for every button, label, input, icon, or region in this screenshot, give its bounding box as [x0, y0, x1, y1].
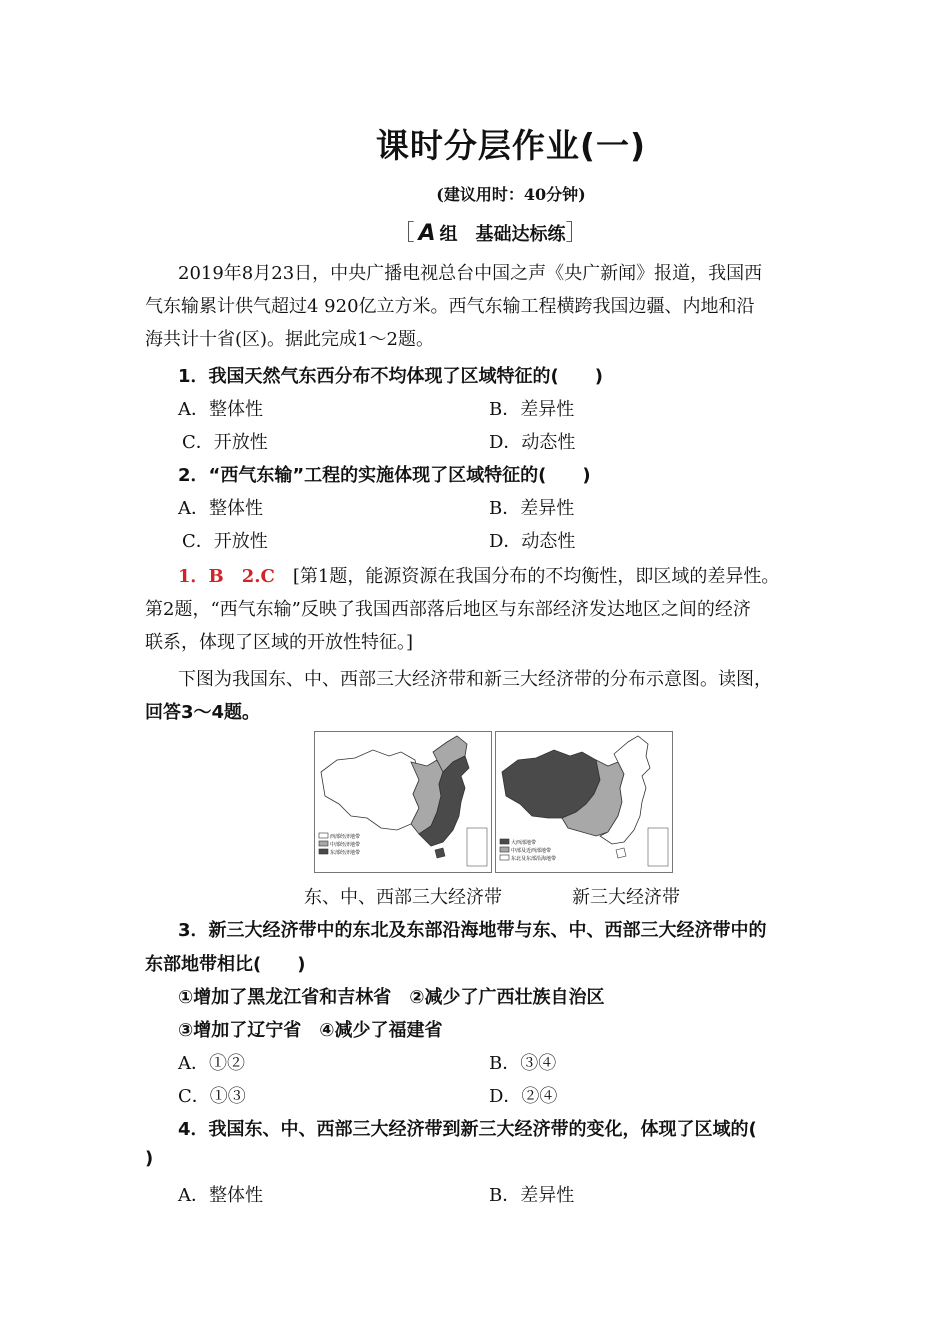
hainan-region [435, 848, 445, 858]
right-bracket-icon: ］ [565, 221, 588, 246]
left-bracket-icon: ［ [392, 221, 415, 246]
legend-swatch-central-near-west [500, 847, 509, 852]
legend-label-central-near-west: 中部及近西部地带 [511, 848, 552, 854]
q2-option-b: B．差异性 [489, 498, 575, 519]
west-belt-region [321, 750, 419, 830]
intro1-line1: 2019年8月23日，中央广播电视总台中国之声《央广新闻》报道，我国西 [178, 263, 763, 284]
q4-option-a: A．整体性 [178, 1185, 263, 1206]
intro2-line1: 下图为我国东、中、西部三大经济带和新三大经济带的分布示意图。读图， [178, 669, 772, 690]
q1-stem: 1．我国天然气东西分布不均体现了区域特征的( ) [178, 366, 603, 387]
q3-option-a: A．①② [178, 1053, 245, 1074]
intro1-line3: 海共计十省(区)。据此完成1～2题。 [145, 329, 434, 350]
map-three-belts-svg [315, 732, 491, 872]
legend-swatch-east-coast [500, 855, 509, 860]
q3-stem-line2: 东部地带相比( ) [145, 954, 306, 975]
q1-option-a: A．整体性 [178, 399, 263, 420]
intro2-line2: 回答3～4题。 [145, 702, 261, 723]
q2-option-c: C．开放性 [182, 531, 268, 552]
q1-option-d: D．动态性 [489, 432, 576, 453]
q1-option-b: B．差异性 [489, 399, 575, 420]
q3-statements-1: ①增加了黑龙江省和吉林省 ②减少了广西壮族自治区 [178, 987, 605, 1008]
legend-label-east: 东部经济地带 [330, 850, 361, 856]
right-map-caption: 新三大经济带 [572, 887, 680, 908]
q2-option-d: D．动态性 [489, 531, 576, 552]
legend-swatch-big-west [500, 839, 509, 844]
group-heading [0, 216, 950, 247]
q3-stem-line1: 3．新三大经济带中的东北及东部沿海地带与东、中、西部三大经济带中的 [178, 920, 767, 941]
group-label: 组 基础达标练 [439, 224, 566, 245]
legend-label-west: 西部经济地带 [330, 834, 361, 840]
left-map-caption: 东、中、西部三大经济带 [304, 887, 502, 908]
south-sea-inset-new [648, 828, 668, 866]
map-three-economic-belts [314, 731, 492, 873]
q1-option-c: C．开放性 [182, 432, 268, 453]
answer12-line2: 第2题，“西气东输”反映了我国西部落后地区与东部经济发达地区之间的经济 [145, 599, 751, 620]
south-sea-inset [467, 828, 487, 866]
q4-option-b: B．差异性 [489, 1185, 575, 1206]
map-new-belts-svg [496, 732, 672, 872]
legend-label-central: 中部经济地带 [330, 842, 361, 848]
page-title: 课时分层作业(一) [375, 126, 647, 165]
legend-label-east-coast: 东北及东部沿海地带 [511, 856, 557, 862]
q4-stem-line1: 4．我国东、中、西部三大经济带到新三大经济带的变化，体现了区域的( [178, 1119, 757, 1140]
q3-option-c: C．①③ [178, 1086, 246, 1107]
legend-swatch-east [319, 849, 328, 854]
q4-stem-line2: ) [145, 1148, 154, 1169]
answer12-line1 [178, 562, 779, 588]
q3-option-d: D．②④ [489, 1086, 558, 1107]
answer12-explanation: [第1题，能源资源在我国分布的不均衡性，即区域的差异性。 [292, 566, 780, 587]
answer12-line3: 联系，体现了区域的开放性特征。] [145, 632, 414, 653]
q2-option-a: A．整体性 [178, 498, 263, 519]
q2-stem: 2．“西气东输”工程的实施体现了区域特征的( ) [178, 465, 591, 486]
answer12-key: 1．B 2.C [178, 566, 275, 587]
legend-swatch-central [319, 841, 328, 846]
group-letter: A [418, 221, 436, 246]
intro1-line2: 气东输累计供气超过4 920亿立方米。西气东输工程横跨我国边疆、内地和沿 [145, 296, 755, 317]
q3-statements-2: ③增加了辽宁省 ④减少了福建省 [178, 1020, 443, 1041]
map-new-three-economic-belts [495, 731, 673, 873]
hainan-region-new [616, 848, 626, 858]
legend-label-big-west: 大西部地带 [511, 840, 537, 846]
legend-swatch-west [319, 833, 328, 838]
q3-option-b: B．③④ [489, 1053, 557, 1074]
suggested-time: (建议用时：40分钟) [436, 185, 586, 204]
